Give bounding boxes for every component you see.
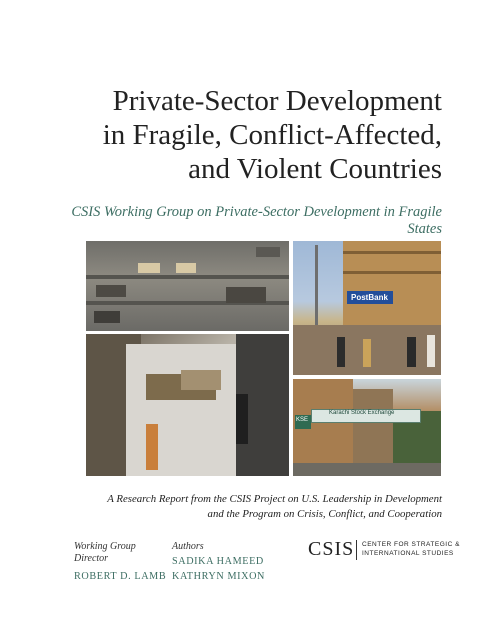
author-1-name: SADIKA HAMEED — [172, 556, 264, 567]
title-line-2: in Fragile, Conflict-Affected, — [102, 119, 442, 151]
report-description — [40, 492, 442, 522]
csis-full-name: CENTER FOR STRATEGIC & INTERNATIONAL STUDIES — [362, 541, 460, 557]
author-2-name: KATHRYN MIXON — [172, 571, 265, 582]
authors-label: Authors — [172, 541, 204, 552]
stock-exchange-abbr: KSE — [296, 417, 309, 423]
money-counting-photo — [86, 334, 289, 476]
csis-logo: CSIS — [308, 538, 355, 560]
karachi-stock-exchange-photo — [293, 379, 441, 476]
stock-exchange-sign: Karachi Stock Exchange — [329, 410, 395, 416]
report-line-2: and the Program on Crisis, Conflict, and Cooperation — [207, 508, 442, 520]
title-line-1: Private-Sector Development — [112, 85, 442, 117]
report-subtitle: CSIS Working Group on Private-Sector Development in Fragile States — [71, 204, 442, 237]
logo-divider — [356, 540, 357, 560]
title-line-3: and Violent Countries — [188, 153, 442, 185]
construction-site-photo — [86, 241, 289, 331]
report-title — [40, 84, 442, 186]
postbank-street-photo — [293, 241, 441, 375]
director-label: Working Group Director — [74, 541, 136, 564]
report-line-1: A Research Report from the CSIS Project on U.S. Leadership in Development — [107, 493, 442, 505]
postbank-sign: PostBank — [351, 293, 388, 302]
director-name: ROBERT D. LAMB — [74, 571, 167, 582]
